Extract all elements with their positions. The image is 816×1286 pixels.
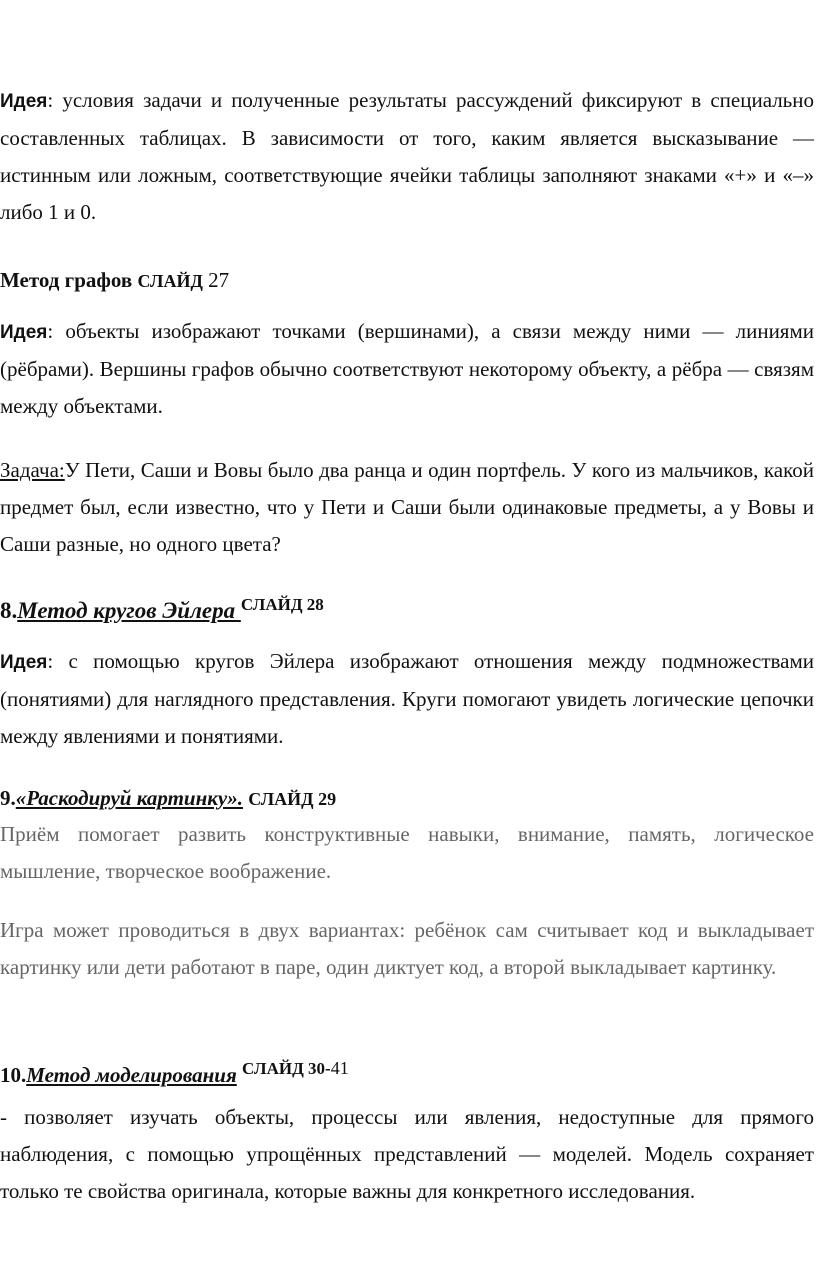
heading-title: Метод моделирования (26, 1063, 237, 1087)
paragraph-text: Игра может проводиться в двух вариантах: ребёнок сам считывает код и выкладывает картинку или дети работают в паре, один диктует код, а второй выкладывает картинку. (0, 918, 814, 979)
slide-label: СЛАЙД 29 (248, 789, 337, 809)
heading-title: «Раскодируй картинку». (15, 786, 243, 810)
slide-label: СЛАЙД 28 (240, 595, 324, 614)
paragraph-technique (0, 816, 814, 890)
paragraph-text: У Пети, Саши и Вовы было два ранца и один портфель. У кого из мальчиков, какой предмет был, если известно, что у Пети и Саши были одинаковые предметы, а у Вовы и Саши разные, но одного цвета? (0, 458, 814, 556)
heading-title: Метод графов (0, 268, 133, 292)
heading-decode-picture (0, 783, 814, 814)
heading-number: 9. (0, 786, 16, 810)
paragraph-text: : с помощью кругов Эйлера изображают отношения между подмножествами (понятиями) для наглядного представления. Круги помогают увидеть логические цепочки между явлениями и понятиями. (0, 649, 814, 748)
idea-label: Идея (0, 652, 48, 673)
slide-number: 27 (208, 268, 230, 292)
heading-title: Метод кругов Эйлера (17, 598, 241, 623)
heading-graph-method (0, 265, 814, 296)
idea-label: Идея (0, 322, 48, 343)
heading-number: 10. (0, 1063, 27, 1087)
heading-euler-method (0, 590, 814, 626)
paragraph-modeling (0, 1099, 814, 1210)
paragraph-idea-tables (0, 82, 814, 231)
paragraph-game (0, 912, 814, 986)
paragraph-idea-graphs (0, 313, 814, 425)
paragraph-text: - позволяет изучать объекты, процессы или явления, недоступные для прямого наблюдения, с помощью упрощённых представлений — моделей. Модель сохраняет только те свойства оригинала, которые важны для конкретного исследования. (0, 1105, 814, 1203)
heading-modeling-method (0, 1053, 814, 1090)
task-label: Задача: (0, 458, 65, 482)
paragraph-text: Приём помогает развить конструктивные навыки, внимание, память, логическое мышление, творческое воображение. (0, 822, 814, 883)
slide-label: СЛАЙД 30- (242, 1059, 331, 1078)
paragraph-text: : объекты изображают точками (вершинами), а связи между ними — линиями (рёбрами). Вершины графов обычно соответствуют некоторому объекту, а рёбра — связям между объектами. (0, 319, 814, 418)
paragraph-idea-euler (0, 643, 814, 755)
slide-label: СЛАЙД (137, 271, 203, 291)
paragraph-text: : условия задачи и полученные результаты рассуждений фиксируют в специально составленных таблицах. В зависимости от того, каким является высказывание — истинным или ложным, соответствующие ячейки таблицы заполняют знаками «+» и «–» либо 1 и 0. (0, 88, 814, 224)
idea-label: Идея (0, 91, 48, 112)
heading-number: 8. (0, 598, 18, 623)
slide-number: 41 (330, 1058, 349, 1078)
paragraph-task (0, 452, 814, 563)
